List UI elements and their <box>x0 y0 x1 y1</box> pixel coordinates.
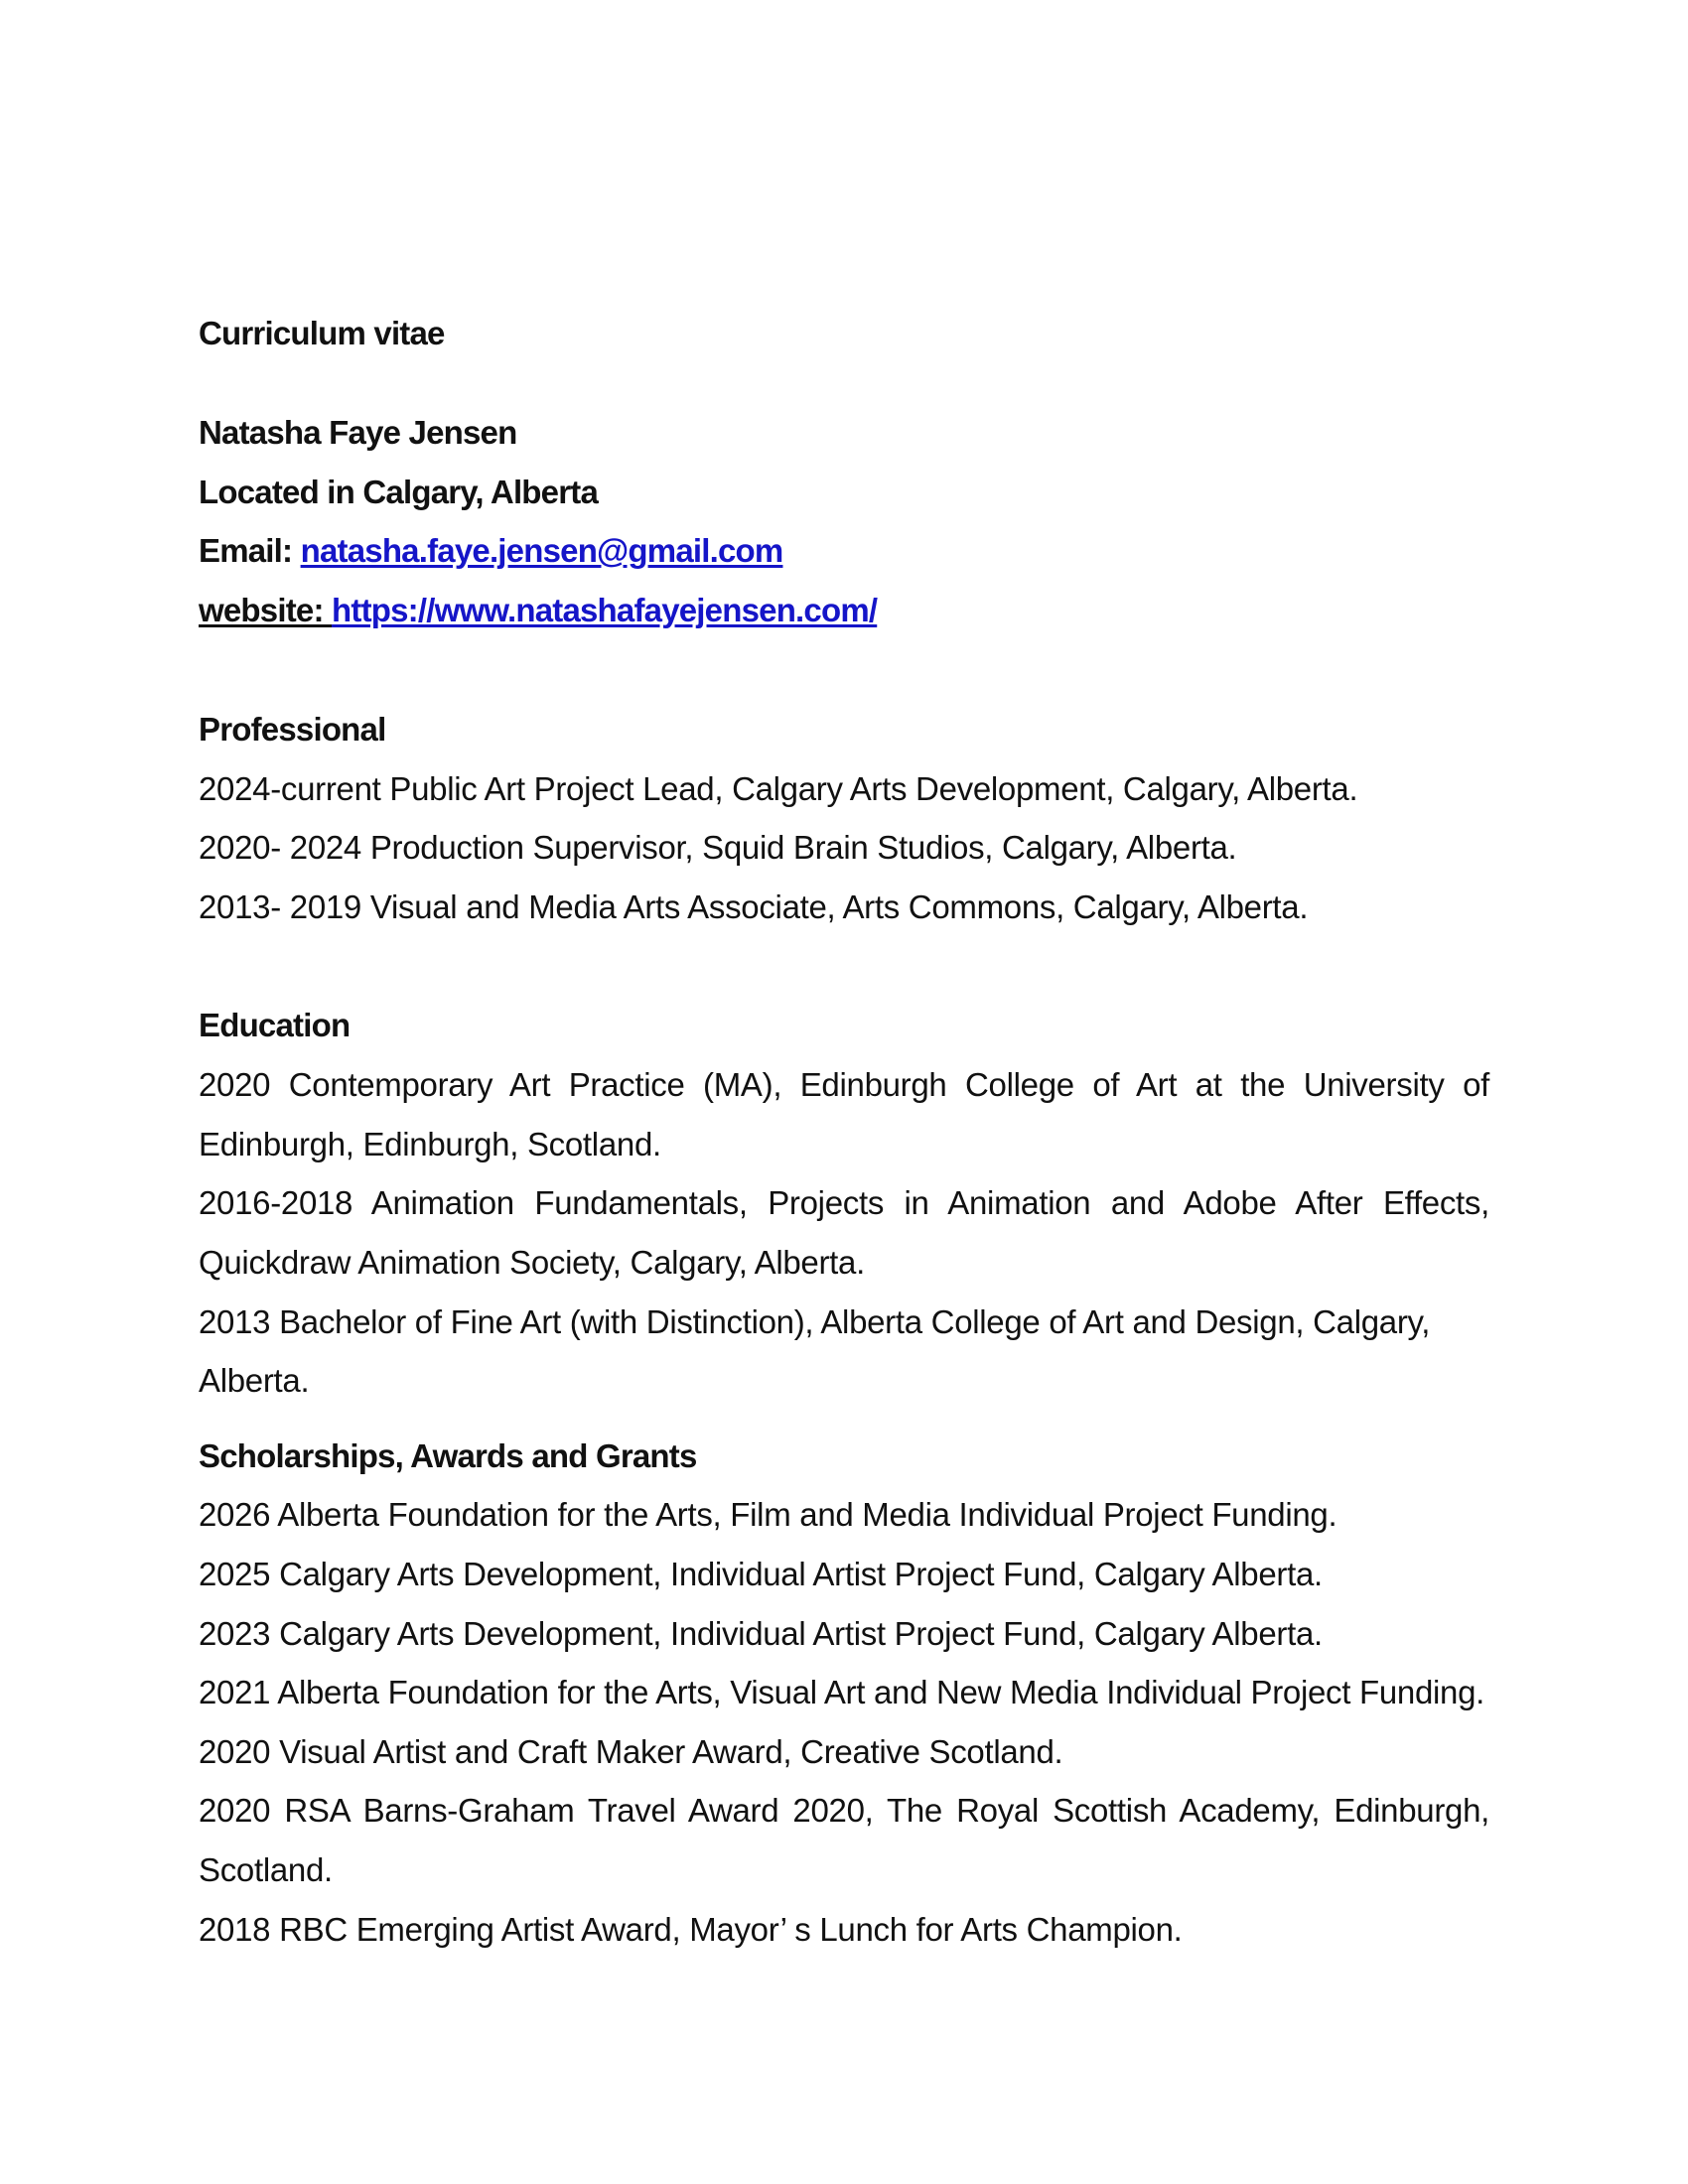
email-label: Email: <box>199 532 301 569</box>
email-row <box>199 531 782 571</box>
award-item: 2020 Visual Artist and Craft Maker Award, Creative Scotland. <box>199 1733 1063 1770</box>
education-item-line: Edinburgh, Edinburgh, Scotland. <box>199 1126 661 1162</box>
document-title: Curriculum vitae <box>199 315 445 351</box>
award-item: Scotland. <box>199 1851 333 1888</box>
award-item: 2026 Alberta Foundation for the Arts, Film and Media Individual Project Funding. <box>199 1496 1337 1533</box>
email-link[interactable]: natasha.faye.jensen@gmail.com <box>300 532 783 569</box>
website-link[interactable]: https://www.natashafayejensen.com/ <box>332 592 878 628</box>
professional-item: 2020- 2024 Production Supervisor, Squid Brain Studios, Calgary, Alberta. <box>199 829 1237 866</box>
education-heading: Education <box>199 1007 351 1043</box>
award-item: 2020 RSA Barns-Graham Travel Award 2020, The Royal Scottish Academy, Edinburgh, <box>199 1792 1489 1829</box>
location-text: Located in Calgary, Alberta <box>199 474 599 510</box>
professional-heading: Professional <box>199 711 386 748</box>
website-label: website: <box>199 592 333 628</box>
education-item-line: Quickdraw Animation Society, Calgary, Alberta. <box>199 1244 865 1281</box>
education-item-line: 2016-2018 Animation Fundamentals, Projects in Animation and Adobe After Effects, <box>199 1184 1489 1221</box>
professional-item: 2013- 2019 Visual and Media Arts Associate, Arts Commons, Calgary, Alberta. <box>199 888 1309 925</box>
professional-item: 2024-current Public Art Project Lead, Calgary Arts Development, Calgary, Alberta. <box>199 770 1358 807</box>
website-row <box>199 591 877 630</box>
education-item-line: 2020 Contemporary Art Practice (MA), Edinburgh College of Art at the University of <box>199 1066 1489 1103</box>
award-item: 2025 Calgary Arts Development, Individual Artist Project Fund, Calgary Alberta. <box>199 1556 1323 1592</box>
awards-heading: Scholarships, Awards and Grants <box>199 1437 697 1474</box>
award-item: 2018 RBC Emerging Artist Award, Mayor’ s Lunch for Arts Champion. <box>199 1911 1183 1948</box>
award-item: 2023 Calgary Arts Development, Individual Artist Project Fund, Calgary Alberta. <box>199 1615 1323 1652</box>
education-item-line: Alberta. <box>199 1362 310 1399</box>
education-item-line: 2013 Bachelor of Fine Art (with Distinction), Alberta College of Art and Design, Calgary, <box>199 1303 1431 1340</box>
award-item: 2021 Alberta Foundation for the Arts, Visual Art and New Media Individual Project Funding. <box>199 1674 1485 1710</box>
person-name: Natasha Faye Jensen <box>199 414 517 451</box>
